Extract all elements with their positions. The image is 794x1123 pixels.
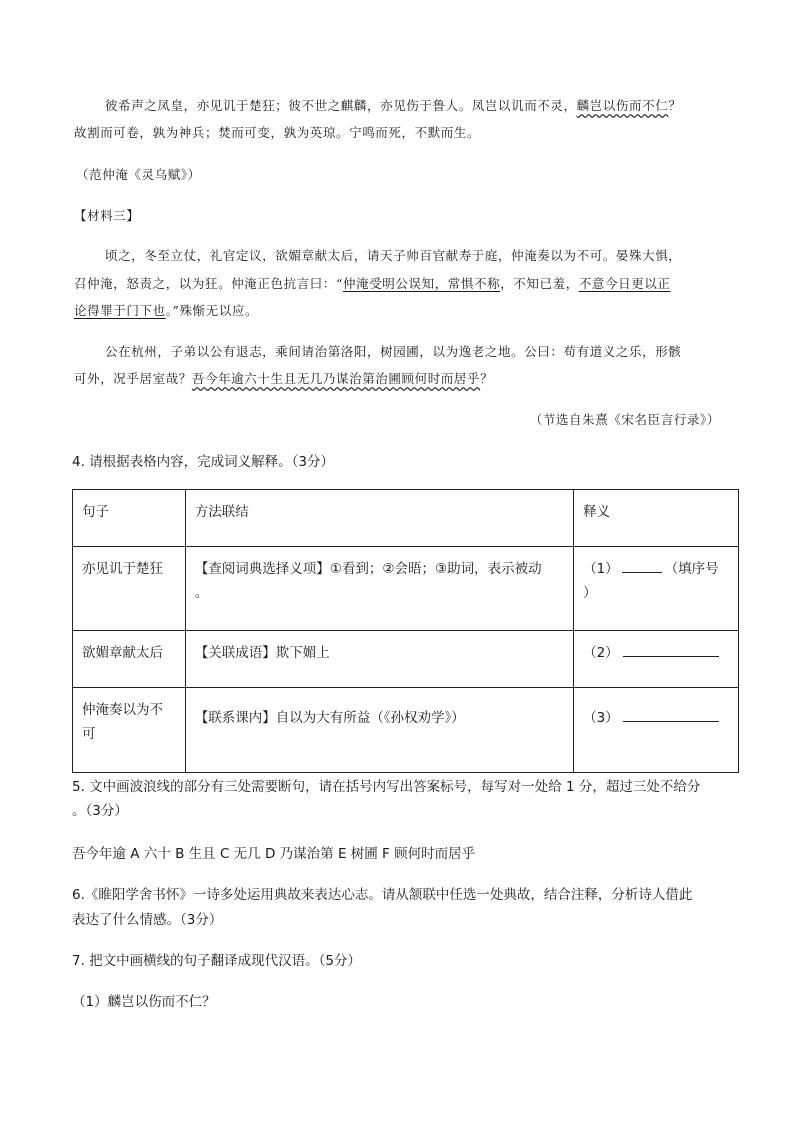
q6-prompt-line2: 表达了什么情感。（3分） <box>72 912 223 928</box>
q4-prompt: 4. 请根据表格内容，完成词义解释。（3分） <box>72 454 335 470</box>
row2-sentence: 欲媚章献太后 <box>73 631 186 688</box>
answer-blank-1[interactable] <box>622 558 662 573</box>
q5-prompt-line2: 。（3分） <box>72 803 128 819</box>
wavy-underlined-sentence: 吾今年逾六十生且无几乃谋治第治圃顾何时而居乎 <box>191 371 481 386</box>
row3-sentence: 仲淹奏以为不 可 <box>73 688 186 773</box>
passage-line-1: 彼希声之凤皇，亦见讥于楚狂；彼不世之麒麟，亦见伤于鲁人。凤岂以讥而不灵，麟岂以伤而不仁？ <box>105 98 682 113</box>
row3-method: 【联系课内】自以为大有所益（《孙权劝学》） <box>185 688 573 773</box>
material3-p2-line1: 公在杭州，子弟以公有退志，乘间请治第洛阳，树园圃，以为逸老之地。公曰：苟有道义之乐，形骸 <box>105 344 682 359</box>
table-header-row <box>73 490 739 547</box>
header-cell-method: 方法联结 <box>185 490 573 547</box>
table-row <box>73 688 739 773</box>
answer-blank-2[interactable] <box>623 642 719 657</box>
row1-answer: （1） （填序号 ） <box>574 547 739 631</box>
material3-p1-line3: 论得罪于门下也。”殊惭无以应。 <box>74 303 259 318</box>
material3-heading: 【材料三】 <box>74 208 140 223</box>
header-cell-meaning: 释义 <box>574 490 739 547</box>
underlined-sentence: 论得罪于门下也 <box>74 303 166 318</box>
q5-prompt-line1: 5. 文中画波浪线的部分有三处需要断句，请在括号内写出答案标号，每写对一处给 1 分，超过三处不给分 <box>72 779 701 795</box>
table-row <box>73 631 739 688</box>
underlined-sentence: 仲淹受明公误知，常惧不称 <box>343 276 501 291</box>
q7-item1: （1）麟岂以伤而不仁？ <box>72 994 216 1010</box>
wavy-underlined-sentence: 麟岂以伤而不仁 <box>576 98 669 113</box>
passage-line-2: 故割而可卷，孰为神兵；焚而可变，孰为英琼。宁鸣而死，不默而生。 <box>74 125 481 140</box>
passage-source: （范仲淹《灵乌赋》） <box>76 167 201 182</box>
row2-answer: （2） <box>574 631 739 688</box>
row1-sentence: 亦见讥于楚狂 <box>73 547 186 631</box>
underlined-sentence: 不意今日更以正 <box>578 276 671 291</box>
material3-p1-line2: 召仲淹，怒责之，以为狂。仲淹正色抗言曰：“仲淹受明公误知，常惧不称，不知已羞，不意今日更以正 <box>74 276 671 291</box>
row2-method: 【关联成语】欺下媚上 <box>185 631 573 688</box>
material3-p1-line1: 顷之，冬至立仗，礼官定议，欲媚章献太后，请天子帅百官献寿于庭，仲淹奏以为不可。晏殊大惧， <box>105 248 682 263</box>
q5-sentence: 吾今年逾 A 六十 B 生且 C 无几 D 乃谋治第 E 树圃 F 顾何时而居乎 <box>72 846 476 862</box>
material3-source: （节选自朱熹《宋名臣言行录》） <box>529 412 720 427</box>
row1-method: 【查阅词典选择义项】①看到；②会晤；③助词，表示被动 。 <box>185 547 573 631</box>
q4-table <box>72 489 739 773</box>
answer-blank-3[interactable] <box>623 707 719 722</box>
row3-answer: （3） <box>574 688 739 773</box>
header-cell-sentence: 句子 <box>73 490 186 547</box>
material3-p2-line2: 可外，况乎居室哉？吾今年逾六十生且无几乃谋治第治圃顾何时而居乎？ <box>74 371 494 386</box>
q7-prompt: 7. 把文中画横线的句子翻译成现代汉语。（5分） <box>72 953 362 969</box>
q6-prompt-line1: 6.《睢阳学舍书怀》一诗多处运用典故来表达心志。请从颔联中任选一处典故，结合注释，分析诗人借此 <box>72 887 693 903</box>
table-row <box>73 547 739 631</box>
